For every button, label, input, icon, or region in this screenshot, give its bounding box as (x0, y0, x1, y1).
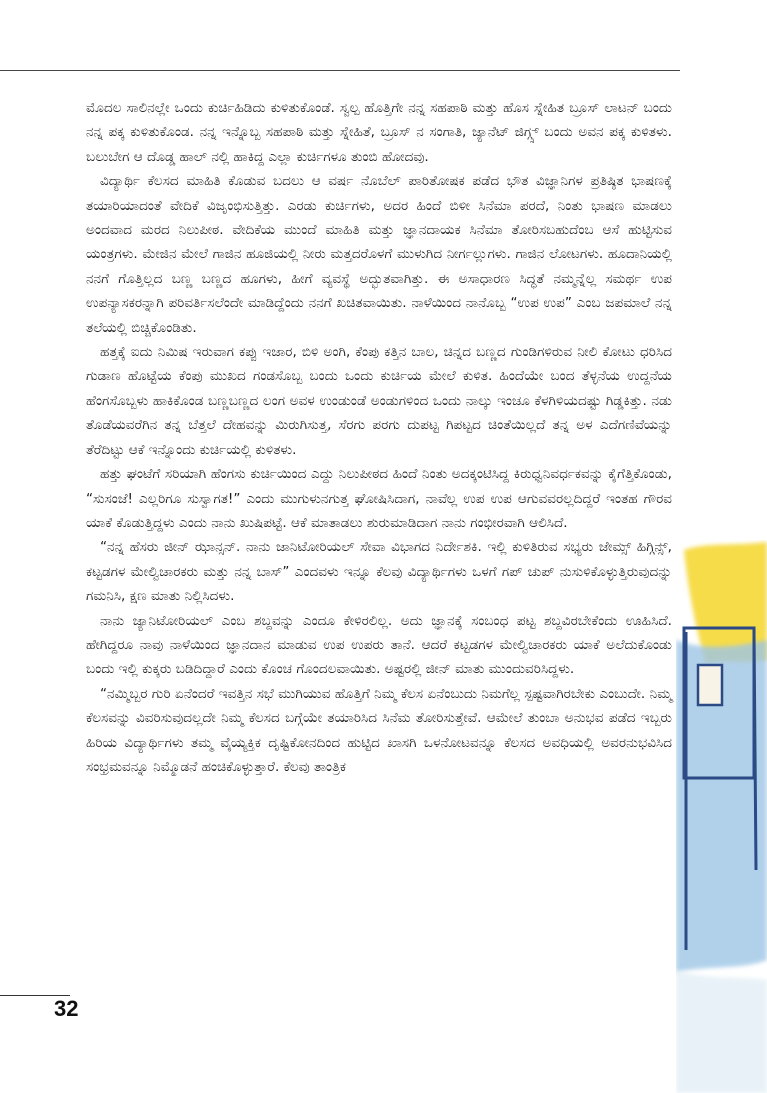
light-wash (676, 970, 767, 1093)
page-number: 32 (54, 996, 79, 1021)
paragraph-6: ನಾನು ಜ್ಯಾನಿಟೋರಿಯಲ್ ಎಂಬ ಶಬ್ದವನ್ನು ಎಂದೂ ಕೇಳಿರಲಿಲ್ಲ. ಅದು ಜ್ಞಾನಕ್ಕೆ ಸಂಬಂಧ ಪಟ್ಟ ಶಬ್ದವಿರಬೇಕೆಂದು ಊಹಿಸಿದೆ. ಹೇಗಿದ್ದರೂ ನಾವು ನಾಳೆಯಿಂದ ಜ್ಞಾನದಾನ ಮಾಡುವ ಉಪ ಉಪರು ತಾನೆ. ಆದರೆ ಕಟ್ಟಡಗಳ ಮೇಲ್ವಿಚಾರಕರು ಯಾಕೆ ಅಲೆದುಕೊಂಡು ಬಂದು ಇಲ್ಲಿ ಕುಕ್ಕರು ಬಡಿದಿದ್ದಾರೆ ಎಂದು ಕೊಂಚ ಗೊಂದಲವಾಯಿತು. ಅಷ್ಟರಲ್ಲಿ ಜೀನ್ ಮಾತು ಮುಂದುವರಿಸಿದ್ದಳು. (86, 612, 672, 678)
page-body (86, 96, 672, 779)
paragraph-3: ಹತ್ತಕ್ಕೆ ಐದು ನಿಮಿಷ ಇರುವಾಗ ಕಪ್ಪು ಇಜಾರ, ಬಿಳಿ ಅಂಗಿ, ಕೆಂಪು ಕತ್ತಿನ ಬಾಲ, ಚಿನ್ನದ ಬಣ್ಣದ ಗುಂಡಿಗಳಿರುವ ನೀಲಿ ಕೋಟು ಧರಿಸಿದ ಗುಡಾಣ ಹೊಟ್ಟೆಯ ಕೆಂಪು ಮುಖದ ಗಂಡಸೊಬ್ಬ ಬಂದು ಒಂದು ಕುರ್ಚಿಯ ಮೇಲೆ ಕುಳಿತ. ಹಿಂದೆಯೇ ಬಂದ ತೆಳ್ಳನೆಯ ಉದ್ದನೆಯ ಹೆಂಗಸೊಬ್ಬಳು ಹಾಕಿಕೊಂಡ ಬಣ್ಣಬಣ್ಣದ ಲಂಗ ಅವಳ ಉಂಡುಂಡೆ ಅಂಡುಗಳಿಂದ ಒಂದು ನಾಲ್ಕು ಇಂಚೂ ಕೆಳಗಿಳಿಯದಷ್ಟು ಗಿಡ್ಡಕಿತ್ತು. ನಡು ತೊಡೆಯವರೆಗಿನ ತನ್ನ ಬೆತ್ತಲೆ ದೇಹವನ್ನು ಮಿರುಗಿಸುತ್ತ, ಸೆರಗು ಪರಗು ದುಪಟ್ಟ ಗಿಪಟ್ಟದ ಚಿಂತೆಯಿಲ್ಲದೆ ತನ್ನ ಅಳ ಎದೆಗಣಿವೆಯನ್ನು ತೆರೆದಿಟ್ಟು ಆಕೆ ಇನ್ನೊಂದು ಕುರ್ಚಿಯಲ್ಲಿ ಕುಳಿತಳು. (86, 344, 672, 458)
paragraph-2: ವಿದ್ಯಾರ್ಥಿ ಕೆಲಸದ ಮಾಹಿತಿ ಕೊಡುವ ಬದಲು ಆ ವರ್ಷ ನೊಬೆಲ್ ಪಾರಿತೋಷಕ ಪಡೆದ ಭೌತ ವಿಜ್ಞಾನಿಗಳ ಪ್ರತಿಷ್ಠಿತ ಭಾಷಣಕ್ಕೆ ತಯಾರಿಯಾದಂತೆ ವೇದಿಕೆ ವಿಜೃಂಭಿಸುತ್ತಿತ್ತು. ಎರಡು ಕುರ್ಚಿಗಳು, ಅದರ ಹಿಂದೆ ಬಿಳೀ ಸಿನೆಮಾ ಪರದೆ, ನಿಂತು ಭಾಷಣ ಮಾಡಲು ಅಂದವಾದ ಮರದ ನಿಲುಪೀಠ. ವೇದಿಕೆಯ ಮುಂದೆ ಮಾಹಿತಿ ಮತ್ತು ಜ್ಞಾನದಾಯಕ ಸಿನೆಮಾ ತೋರಿಸಬಹುದೆಂಬ ಆಸೆ ಹುಟ್ಟಿಸುವ ಯಂತ್ರಗಳು. ಮೇಜಿನ ಮೇಲೆ ಗಾಜಿನ ಹೂಜಿಯಲ್ಲಿ ನೀರು ಮತ್ತದರೊಳಗೆ ಮುಳುಗಿದ ನೀರ್ಗಲ್ಲುಗಳು. ಗಾಜಿನ ಲೋಟಗಳು. ಹೂದಾನಿಯಲ್ಲಿ ನನಗೆ ಗೊತ್ತಿಲ್ಲದ ಬಣ್ಣ ಬಣ್ಣದ ಹೂಗಳು, ಹೀಗೆ ವ್ಯವಸ್ಥೆ ಅದ್ಭುತವಾಗಿತ್ತು. ಈ ಅಸಾಧಾರಣ ಸಿದ್ಧತೆ ನಮ್ಮನ್ನೆಲ್ಲ ಸಮರ್ಥ ಉಪ ಉಪನ್ಯಾಸಕರನ್ನಾಗಿ ಪರಿವರ್ತಿಸಲೆಂದೇ ಮಾಡಿದ್ದೆಂದು ನನಗೆ ಖಚಿತವಾಯಿತು. ನಾಳೆಯಿಂದ ನಾನೊಬ್ಬ “ಉಪ ಉಪ” ಎಂಬ ಜಪಮಾಲೆ ನನ್ನ ತಲೆಯಲ್ಲಿ ಬಿಚ್ಚಿಕೊಂಡಿತು. (86, 173, 672, 336)
paragraph-1: ಮೊದಲ ಸಾಲಿನಲ್ಲೇ ಒಂದು ಕುರ್ಚಿಹಿಡಿದು ಕುಳಿತುಕೊಂಡೆ. ಸ್ವಲ್ಪ ಹೊತ್ತಿಗೇ ನನ್ನ ಸಹಪಾಠಿ ಮತ್ತು ಹೊಸ ಸ್ನೇಹಿತ ಬ್ರೂಸ್ ಲಾಟನ್ ಬಂದು ನನ್ನ ಪಕ್ಕ ಕುಳಿತುಕೊಂಡ. ನನ್ನ ಇನ್ನೊಬ್ಬ ಸಹಪಾಠಿ ಮತ್ತು ಸ್ನೇಹಿತೆ, ಬ್ರೂಸ್ ನ ಸಂಗಾತಿ, ಜ್ಯಾನೆಟ್ ಜಿಗ್ಗ್ಸ್ ಬಂದು ಅವನ ಪಕ್ಕ ಕುಳಿತಳು. ಬಲುಬೇಗ ಆ ದೊಡ್ಡ ಹಾಲ್ ನಲ್ಲಿ ಹಾಕಿದ್ದ ಎಲ್ಲಾ ಕುರ್ಚಿಗಳೂ ತುಂಬಿ ಹೋದವು. (86, 100, 672, 165)
building-window (698, 665, 722, 705)
paragraph-5: “ನನ್ನ ಹೆಸರು ಜೀನ್ ಝಾನ್ಸನ್. ನಾನು ಜಾನಿಟೋರಿಯಲ್ ಸೇವಾ ವಿಭಾಗದ ನಿರ್ದೇಶಕಿ. ಇಲ್ಲಿ ಕುಳಿತಿರುವ ಸಭ್ಯರು ಜೇಮ್ಸ್ ಹಿಗ್ಗಿನ್ಸ್, ಕಟ್ಟಡಗಳ ಮೇಲ್ವಿಚಾರಕರು ಮತ್ತು ನನ್ನ ಬಾಸ್” ಎಂದವಳು ಇನ್ನೂ ಕೆಲವು ವಿದ್ಯಾರ್ಥಿಗಳು ಒಳಗೆ ಗಪ್ ಚುಪ್ ನುಸುಳಿಕೊಳ್ಳುತ್ತಿರುವುದನ್ನು ಗಮನಿಸಿ, ಕ್ಷಣ ಮಾತು ನಿಲ್ಲಿಸಿದಳು. (86, 539, 672, 605)
paragraph-4: ಹತ್ತು ಘಂಟೆಗೆ ಸರಿಯಾಗಿ ಹೆಂಗಸು ಕುರ್ಚಿಯಿಂದ ಎದ್ದು ನಿಲುಪೀಠದ ಹಿಂದೆ ನಿಂತು ಅದಕ್ಕಂಟಿಸಿದ್ದ ಕಿರುಧ್ವನಿವರ್ಧಕವನ್ನು ಕೈಗೆತ್ತಿಕೊಂಡು, “ಸುಸಂಜೆ! ಎಲ್ಲರಿಗೂ ಸುಸ್ವಾಗತ!” ಎಂದು ಮುಗುಳುನಗುತ್ತ ಘೋಷಿಸಿದಾಗ, ನಾವೆಲ್ಲ ಉಪ ಉಪ ಆಗುವವರಲ್ಲದಿದ್ದರೆ ಇಂತಹ ಗೌರವ ಯಾಕೆ ಕೊಡುತ್ತಿದ್ದಳು ಎಂದು ನಾನು ಖುಷಿಪಟ್ಟೆ. ಆಕೆ ಮಾತಾಡಲು ಶುರುಮಾಡಿದಾಗ ನಾನು ಗಂಭೀರವಾಗಿ ಆಲಿಸಿದೆ. (86, 466, 672, 531)
watercolor-illustration (676, 540, 767, 1093)
paragraph-7: “ನಮ್ಮಿಬ್ಬರ ಗುರಿ ಏನೆಂದರೆ ಇವತ್ತಿನ ಸಭೆ ಮುಗಿಯುವ ಹೊತ್ತಿಗೆ ನಿಮ್ಮ ಕೆಲಸ ಏನೆಂಬುದು ನಿಮಗೆಲ್ಲ ಸ್ಪಷ್ಟವಾಗಿರಬೇಕು ಎಂಬುದೇ. ನಿಮ್ಮ ಕೆಲಸವನ್ನು ವಿವರಿಸುವುದಲ್ಲದೇ ನಿಮ್ಮ ಕೆಲಸದ ಬಗ್ಗೆಯೇ ತಯಾರಿಸಿದ ಸಿನೆಮ ತೋರಿಸುತ್ತೇವೆ. ಆಮೇಲೆ ತುಂಬಾ ಅನುಭವ ಪಡೆದ ಇಬ್ಬರು ಹಿರಿಯ ವಿದ್ಯಾರ್ಥಿಗಳು ತಮ್ಮ ವೈಯ್ಯಕ್ತಿಕ ದೃಷ್ಟಿಕೋನದಿಂದ ಹುಟ್ಟಿದ ಖಾಸಗಿ ಒಳನೋಟವನ್ನೂ ಕೆಲಸದ ಅವಧಿಯಲ್ಲಿ ಅವರನುಭವಿಸಿದ ಸಂಭ್ರಮವನ್ನೂ ನಿಮ್ಮೊಡನೆ ಹಂಚಿಕೊಳ್ಳುತ್ತಾರೆ. ಕೆಲವು ತಾಂತ್ರಿಕ (86, 685, 672, 775)
top-rule (0, 70, 680, 71)
